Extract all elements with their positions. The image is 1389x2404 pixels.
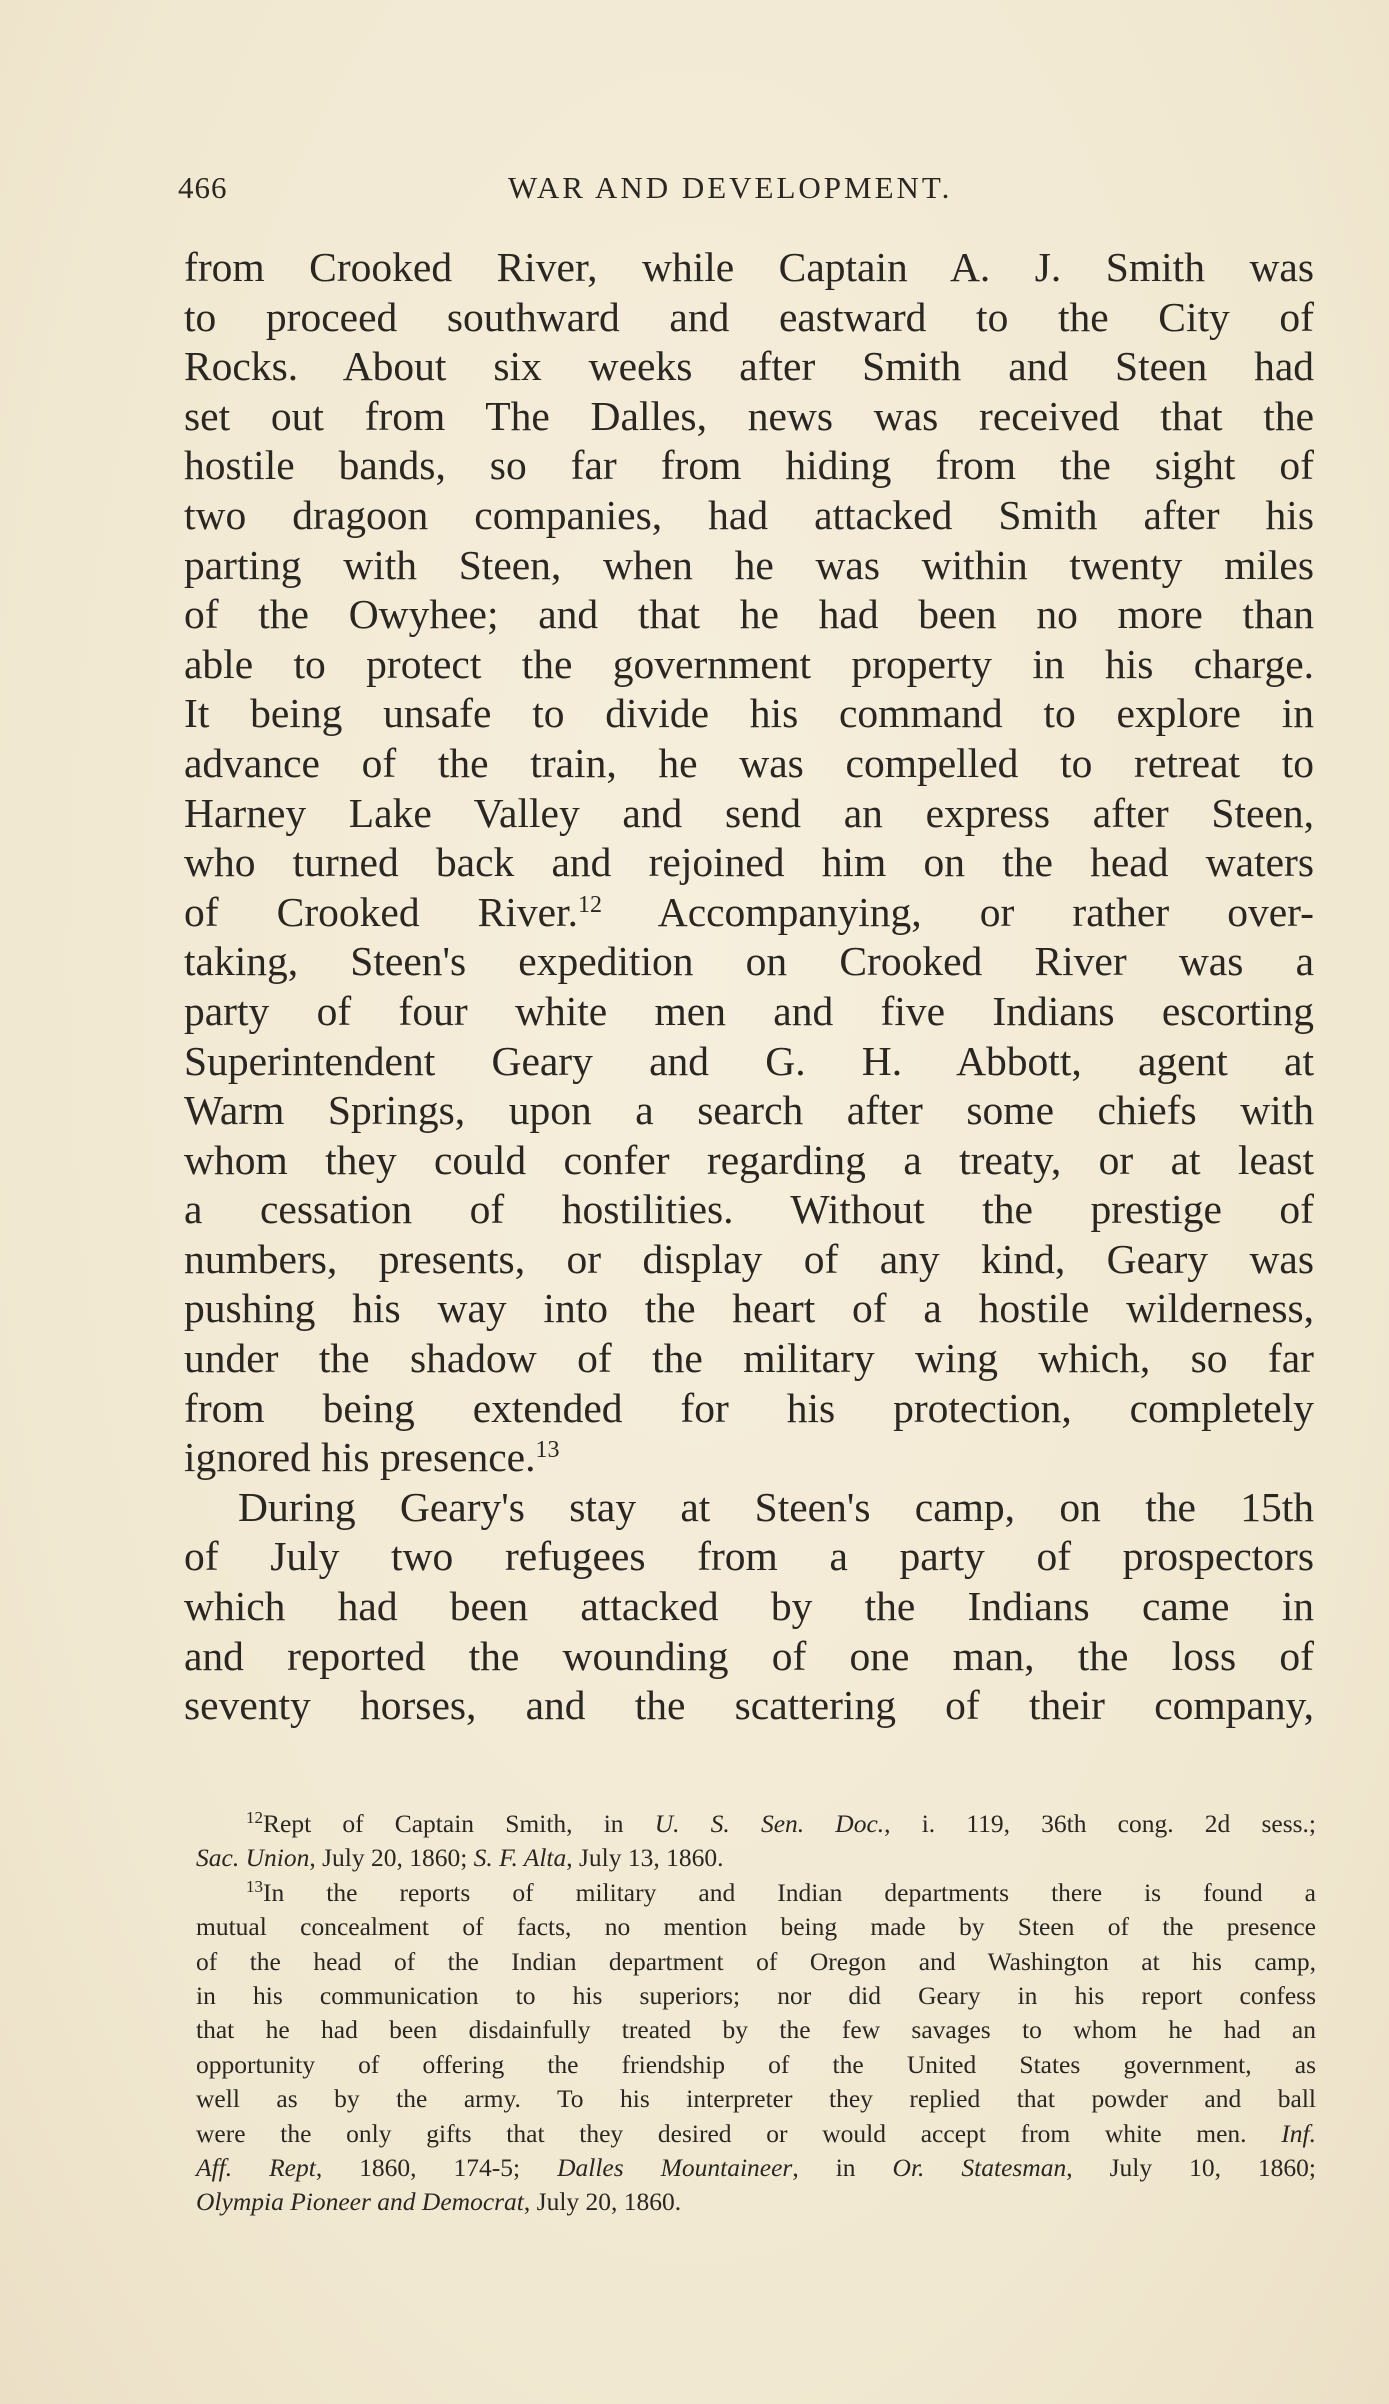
- body-line: under the shadow of the military wing which, so far: [184, 1335, 1314, 1382]
- footnote-13-mark: 13: [246, 1876, 263, 1896]
- footnote-12-mark: 12: [246, 1808, 263, 1827]
- footnote-13-line: mutual concealment of facts, no mention being made by Steen of the presence: [196, 1912, 1316, 1942]
- body-line: parting with Steen, when he was within twenty miles: [184, 541, 1314, 588]
- body-line: Rocks. About six weeks after Smith and Steen had: [184, 343, 1314, 390]
- footnote-citation: Aff. Rept: [196, 2152, 316, 2182]
- body-line: a cessation of hostilities. Without the prestige of: [184, 1186, 1314, 1233]
- footnote-text: , July 13, 1860.: [566, 1843, 724, 1873]
- footnote-text: , July 20, 1860.: [523, 2187, 682, 2217]
- body-line: from Crooked River, while Captain A. J. Smith was: [184, 244, 1314, 290]
- footnote-citation: Sac. Union: [196, 1843, 310, 1873]
- body-line: Harney Lake Valley and send an express after Steen,: [184, 789, 1314, 836]
- body-line: to proceed southward and eastward to the City of: [184, 293, 1314, 340]
- footnote-citation: Dalles Mountaineer: [557, 2152, 793, 2182]
- body-line: and reported the wounding of one man, the loss of: [184, 1632, 1314, 1679]
- body-line: two dragoon companies, had attacked Smith after his: [184, 491, 1314, 538]
- footnote-ref-13[interactable]: 13: [535, 1437, 560, 1464]
- body-line-end: Accompanying, or rather over-: [601, 888, 1314, 935]
- footnote-citation: Inf.: [1281, 2118, 1316, 2148]
- footnote-13-line: in his communication to his superiors; nor did Geary in his report confess: [196, 1980, 1316, 2010]
- footnote-citation: Olympia Pioneer and Democrat: [196, 2187, 524, 2217]
- body-line: which had been attacked by the Indians came in: [184, 1583, 1314, 1630]
- footnote-13-line: [196, 1876, 1316, 1910]
- footnote-text: were the only gifts that they desired or would accept from white men.: [196, 2118, 1282, 2148]
- footnote-ref-12[interactable]: 12: [577, 891, 602, 918]
- footnote-text: , in: [792, 2152, 893, 2182]
- footnote-text: In the reports of military and Indian departments there is found a: [263, 1877, 1316, 1907]
- body-line: set out from The Dalles, news was received that the: [184, 392, 1314, 439]
- footnote-13-line: [196, 2185, 1316, 2219]
- body-line: taking, Steen's expedition on Crooked River was a: [184, 938, 1314, 985]
- body-line: numbers, presents, or display of any kind, Geary was: [184, 1235, 1314, 1282]
- body-line: party of four white men and five Indians escorting: [184, 987, 1314, 1034]
- body-line: It being unsafe to divide his command to explore in: [184, 690, 1314, 737]
- footnote-13-line: [196, 2117, 1316, 2151]
- body-line: pushing his way into the heart of a hostile wilderness,: [184, 1285, 1314, 1332]
- footnote-citation: Or. Statesman: [892, 2152, 1067, 2182]
- footnote-13-line: of the head of the Indian department of Oregon and Washington at his camp,: [196, 1946, 1316, 1976]
- paragraph-start-line: During Geary's stay at Steen's camp, on the 15th: [238, 1483, 1314, 1530]
- page-number: 466: [178, 170, 228, 205]
- body-line-with-note-13: [184, 1433, 1314, 1483]
- body-text: [184, 243, 1314, 1731]
- footnote-text: , i. 119, 36th cong. 2d sess.;: [884, 1809, 1317, 1838]
- footnote-13-line: [196, 2151, 1316, 2185]
- body-line: Warm Springs, upon a search after some chiefs with: [184, 1087, 1314, 1134]
- footnote-text: , July 10, 1860;: [1066, 2152, 1317, 2182]
- footnote-citation: S. F. Alta: [473, 1843, 567, 1873]
- footnote-12-line: [196, 1807, 1316, 1841]
- body-line: of July two refugees from a party of prospectors: [184, 1533, 1314, 1580]
- footnote-12-line: [196, 1841, 1316, 1875]
- footnote-text: , July 20, 1860;: [309, 1843, 474, 1873]
- footnote-13-line: opportunity of offering the friendship of the United States government, as: [196, 2049, 1316, 2079]
- body-line: Superintendent Geary and G. H. Abbott, agent at: [184, 1037, 1314, 1084]
- body-line: able to protect the government property in his charge.: [184, 640, 1314, 687]
- footnote-13-line: that he had been disdainfully treated by the few savages to whom he had an: [196, 2015, 1316, 2045]
- footnote-text: Rept of Captain Smith, in: [263, 1809, 655, 1838]
- running-head: WAR AND DEVELOPMENT.: [508, 170, 953, 205]
- body-line: seventy horses, and the scattering of their company,: [184, 1682, 1314, 1729]
- body-line-start: ignored his presence.: [184, 1434, 536, 1481]
- footnote-citation: U. S. Sen. Doc.: [654, 1809, 885, 1838]
- footnote-text: , 1860, 174-5;: [315, 2152, 558, 2182]
- footnote-13-line: well as by the army. To his interpreter they replied that powder and ball: [196, 2084, 1316, 2114]
- body-line: advance of the train, he was compelled to retreat to: [184, 739, 1314, 786]
- body-line-with-note-12: [184, 888, 1314, 938]
- body-line: hostile bands, so far from hiding from the sight of: [184, 442, 1314, 489]
- body-line: of the Owyhee; and that he had been no more than: [184, 591, 1314, 638]
- body-line: who turned back and rejoined him on the head waters: [184, 839, 1314, 886]
- body-line-start: of Crooked River.: [184, 888, 578, 935]
- footnotes: [196, 1807, 1316, 2220]
- page-header: [178, 166, 1313, 212]
- body-line: whom they could confer regarding a treaty, or at least: [184, 1136, 1314, 1183]
- body-line: from being extended for his protection, completely: [184, 1384, 1314, 1431]
